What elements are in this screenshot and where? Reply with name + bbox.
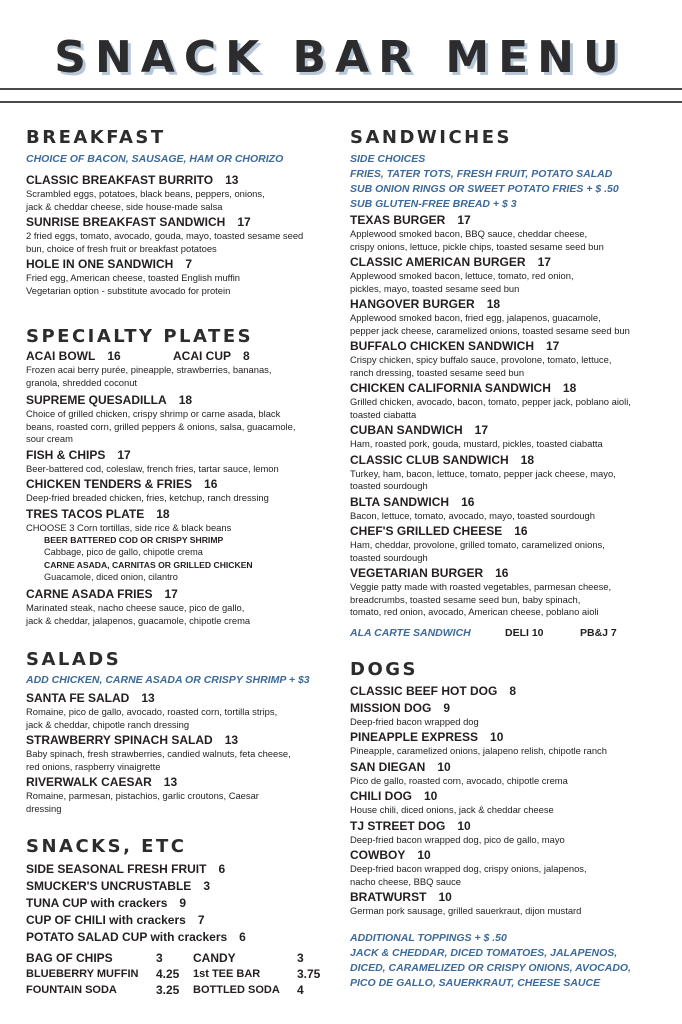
desc-line: Pineapple, caramelized onions, jalapeno relish, chipotle ranch: [350, 745, 607, 756]
item-price: 16: [514, 524, 528, 538]
item-line: [350, 523, 672, 539]
desc-line: jack & cheddar cheese, side house-made salsa: [26, 200, 223, 212]
desc-line: dressing: [26, 802, 62, 814]
snacks-heading: SNACKS, ETC: [26, 836, 187, 857]
item-line: [350, 338, 672, 354]
item-desc: [26, 463, 331, 476]
sandwiches-notes: [350, 152, 672, 212]
item-line: [26, 912, 331, 928]
item-desc: [350, 834, 672, 847]
item-desc: [26, 230, 331, 255]
desc-line: crispy onions, lettuce, pickle chips, toasted sesame seed bun: [350, 240, 604, 252]
item-line: [26, 878, 331, 894]
desc-line: Turkey, ham, bacon, lettuce, tomato, pepper jack cheese, mayo,: [350, 467, 616, 479]
item-price: 10: [424, 789, 438, 803]
salads-heading: SALADS: [26, 649, 122, 670]
desc-line: Scrambled eggs, potatoes, black beans, peppers, onions,: [26, 188, 265, 199]
item-line: [350, 889, 672, 905]
breakfast-note: CHOICE OF BACON, SAUSAGE, HAM OR CHORIZO: [26, 153, 284, 165]
item-desc: [350, 716, 672, 729]
item-desc: [350, 354, 672, 379]
item-price: 17: [537, 255, 551, 269]
note-line: ADDITIONAL TOPPINGS + $ .50: [350, 931, 507, 944]
item-price: 18: [178, 393, 193, 407]
grid-item-price: 3: [297, 951, 304, 965]
item-name: PINEAPPLE EXPRESS: [350, 730, 479, 744]
right-column: [350, 127, 672, 991]
grid-item-price: 3.25: [156, 983, 180, 997]
breakfast-heading: BREAKFAST: [26, 127, 166, 148]
item-price: 17: [237, 215, 251, 229]
item-desc: [26, 492, 331, 505]
desc-line: beans, roasted corn, grilled peppers & onions, salsa, guacamole,: [26, 420, 296, 432]
item-name: BRATWURST: [350, 890, 427, 904]
desc-line: Beer-battered cod, coleslaw, french fries, tartar sauce, lemon: [26, 462, 279, 474]
item-name: TEXAS BURGER: [350, 213, 446, 227]
desc-line: Veggie patty made with roasted vegetables, parmesan cheese,: [350, 581, 612, 592]
menu-item: [26, 732, 331, 773]
note-line: FRIES, TATER TOTS, FRESH FRUIT, POTATO SALAD: [350, 168, 613, 180]
desc-line: Romaine, pico de gallo, avocado, roasted corn, tortilla strips,: [26, 706, 278, 717]
item-desc: [26, 408, 331, 446]
left-column: [26, 127, 331, 998]
menu-item: [26, 929, 331, 945]
specialty-list: [26, 392, 331, 505]
desc-line: Applewood smoked bacon, BBQ sauce, cheddar cheese,: [350, 228, 588, 239]
desc-line: sour cream: [26, 433, 73, 444]
grid-item-price: 3: [156, 951, 163, 965]
item-line: [350, 452, 672, 468]
menu-item: [26, 392, 331, 446]
note-line: SIDE CHOICES: [350, 153, 426, 165]
item-price: 10: [417, 848, 431, 862]
item-desc: [26, 188, 331, 213]
item-desc: [350, 228, 672, 253]
menu-item: [26, 912, 331, 928]
item-desc: [350, 863, 672, 888]
item-name: SMUCKER'S UNCRUSTABLE: [26, 879, 192, 893]
desc-line: 2 fried eggs, tomato, avocado, gouda, mayo, toasted sesame seed: [26, 230, 304, 241]
menu-item: [350, 683, 672, 699]
ala-carte-row: [350, 626, 672, 641]
item-name: HANGOVER BURGER: [350, 297, 475, 311]
dogs-heading: DOGS: [350, 658, 418, 680]
item-price: 17: [164, 587, 178, 601]
desc-line: toasted ciabatta: [350, 408, 417, 420]
desc-line: toasted sourdough: [350, 480, 428, 491]
item-name: CHICKEN CALIFORNIA SANDWICH: [350, 381, 551, 395]
grid-item-price: 4.25: [156, 967, 180, 981]
desc-line: House chili, diced onions, jack & cheddar cheese: [350, 804, 554, 815]
item-name: CHEF'S GRILLED CHEESE: [350, 524, 503, 538]
item-desc: [350, 396, 672, 421]
item-desc: [350, 270, 672, 295]
item-name: RIVERWALK CAESAR: [26, 775, 152, 789]
desc-line: Baby spinach, fresh strawberries, candied walnuts, feta cheese,: [26, 748, 291, 759]
desc-line: tomato, red onion, avocado, American cheese, poblano aioli: [350, 606, 599, 617]
item-line: [26, 929, 331, 945]
item-price: 18: [156, 506, 170, 521]
desc-line: pickles, mayo, toasted sesame seed bun: [350, 282, 520, 294]
menu-item: [350, 380, 672, 421]
tacos-item: [26, 506, 331, 584]
desc-line: bun, choice of fresh fruit or breakfast potatoes: [26, 242, 217, 254]
grid-item-price: 4: [297, 983, 304, 997]
item-price: 8: [509, 683, 517, 698]
item-line: [350, 494, 672, 510]
item-line: [350, 847, 672, 863]
divider-top: [0, 88, 682, 90]
item-name: POTATO SALAD CUP with crackers: [26, 930, 228, 944]
grid-item-price: 3.75: [297, 967, 321, 981]
desc-line: toasted sourdough: [350, 551, 428, 563]
desc-line: breadcrumbs, toasted sesame seed bun, baby spinach,: [350, 593, 581, 605]
note-line: SUB GLUTEN-FREE BREAD + $ 3: [350, 198, 517, 210]
deli-price: DELI 10: [505, 626, 544, 639]
menu-item: [350, 523, 672, 564]
item-name: TJ STREET DOG: [350, 818, 446, 833]
item-line: [26, 214, 331, 230]
desc-line: Choice of grilled chicken, crispy shrimp or carne asada, black: [26, 408, 281, 419]
menu-item: [26, 447, 331, 476]
note-line: JACK & CHEDDAR, DICED TOMATOES, JALAPENOS,: [350, 946, 618, 959]
menu-item: [26, 878, 331, 894]
menu-item: [26, 861, 331, 877]
acai-row: [26, 348, 331, 364]
fries-item: [26, 586, 331, 627]
desc-line: Deep-fried bacon wrapped dog, crispy onions, jalapenos,: [350, 863, 587, 874]
note-line: DICED, CARAMELIZED OR CRISPY ONIONS, AVOCADO,: [350, 961, 631, 974]
desc-line: Applewood smoked bacon, lettuce, tomato, red onion,: [350, 270, 574, 281]
item-desc: [350, 905, 672, 918]
item-desc: [350, 312, 672, 337]
item-desc: [26, 790, 331, 815]
item-line: [350, 212, 672, 228]
acai-desc: [26, 364, 331, 389]
menu-item: [350, 729, 672, 758]
menu-item: [26, 256, 331, 297]
divider-bottom: [0, 101, 682, 103]
item-line: [26, 861, 331, 877]
item-price: 13: [141, 691, 155, 705]
item-name: CUBAN SANDWICH: [350, 423, 463, 437]
menu-item: [26, 172, 331, 213]
note-line: SUB ONION RINGS OR SWEET POTATO FRIES + $ .50: [350, 183, 619, 195]
pbj-price: PB&J 7: [580, 626, 617, 639]
menu-item: [350, 494, 672, 523]
menu-title: SNACK BAR MENU: [54, 32, 628, 83]
item-desc: [350, 775, 672, 788]
tacos-option-1-desc: Cabbage, pico de gallo, chipotle crema: [44, 547, 203, 557]
menu-item: [350, 254, 672, 295]
item-desc: [350, 510, 672, 523]
item-desc: [350, 804, 672, 817]
salads-note: ADD CHICKEN, CARNE ASADA OR CRISPY SHRIMP + $3: [26, 674, 310, 686]
breakfast-list: [26, 172, 331, 297]
desc-line: ranch dressing, toasted sesame seed bun: [350, 366, 525, 378]
ala-carte-label: ALA CARTE SANDWICH: [350, 626, 471, 639]
item-price: 16: [495, 566, 509, 580]
desc-line: Romaine, parmesan, pistachios, garlic croutons, Caesar: [26, 790, 259, 801]
item-line: [26, 732, 331, 748]
item-name: SUNRISE BREAKFAST SANDWICH: [26, 215, 226, 229]
desc-line: Crispy chicken, spicy buffalo sauce, provolone, tomato, lettuce,: [350, 354, 612, 365]
menu-item: [350, 565, 672, 619]
item-price: 8: [243, 349, 250, 363]
item-line: [350, 565, 672, 581]
item-name: CLASSIC BEEF HOT DOG: [350, 683, 498, 698]
item-price: 17: [546, 339, 560, 353]
desc-line: Marinated steak, nacho cheese sauce, pico de gallo,: [26, 602, 245, 613]
item-desc: [26, 706, 331, 731]
desc-line: pepper jack cheese, caramelized onions, toasted sesame seed bun: [350, 324, 630, 336]
item-name: SUPREME QUESADILLA: [26, 393, 167, 407]
item-name: STRAWBERRY SPINACH SALAD: [26, 733, 213, 747]
menu-item: [350, 700, 672, 729]
menu-item: [350, 759, 672, 788]
menu-item: [350, 422, 672, 451]
item-desc: [26, 602, 331, 627]
item-name: FISH & CHIPS: [26, 447, 106, 462]
tacos-option-1: BEER BATTERED COD OR CRISPY SHRIMP: [44, 535, 224, 545]
tacos-option-2: CARNE ASADA, CARNITAS OR GRILLED CHICKEN: [44, 559, 253, 570]
item-price: 10: [490, 730, 504, 744]
item-line: [26, 476, 331, 492]
item-name: ACAI BOWL: [26, 349, 96, 363]
menu-item: [26, 895, 331, 911]
item-name: HOLE IN ONE SANDWICH: [26, 257, 174, 271]
menu-item: [350, 788, 672, 817]
desc-line: German pork sausage, grilled sauerkraut, dijon mustard: [350, 905, 582, 916]
item-desc: [26, 748, 331, 773]
desc-line: jack & cheddar, jalapenos, guacamole, chipotle crema: [26, 614, 251, 626]
item-line: [350, 759, 672, 775]
item-price: 18: [520, 452, 535, 467]
item-name: SAN DIEGAN: [350, 759, 426, 774]
tacos-choose: CHOOSE 3 Corn tortillas, side rice & black beans: [26, 521, 232, 533]
item-name: TRES TACOS PLATE: [26, 506, 145, 521]
menu-item: [26, 476, 331, 505]
desc-line: Grilled chicken, avocado, bacon, tomato, pepper jack, poblano aioli,: [350, 396, 631, 407]
item-price: 7: [197, 913, 205, 927]
dogs-list: [350, 683, 672, 918]
item-price: 10: [438, 890, 452, 904]
item-price: 3: [203, 879, 210, 893]
item-desc: [350, 581, 672, 619]
item-line: [26, 895, 331, 911]
toppings-notes: [350, 931, 672, 991]
item-price: 17: [117, 447, 131, 462]
item-name: CARNE ASADA FRIES: [26, 587, 153, 601]
item-name: CLASSIC CLUB SANDWICH: [350, 452, 509, 467]
item-price: 18: [486, 297, 501, 311]
desc-line: jack & cheddar, chipotle ranch dressing: [26, 718, 190, 730]
item-name: BUFFALO CHICKEN SANDWICH: [350, 339, 534, 353]
desc-line: Applewood smoked bacon, fried egg, jalapenos, guacamole,: [350, 312, 601, 323]
item-price: 16: [204, 477, 218, 491]
menu-item: [350, 452, 672, 493]
note-line: PICO DE GALLO, SAUERKRAUT, CHEESE SAUCE: [350, 976, 601, 989]
item-name: SANTA FE SALAD: [26, 691, 130, 705]
grid-item-name: CANDY: [193, 951, 236, 965]
desc-line: Frozen acai berry purée, pineapple, strawberries, bananas,: [26, 364, 272, 375]
item-price: 10: [437, 759, 451, 774]
item-desc: [350, 468, 672, 493]
sandwiches-list: [350, 212, 672, 619]
desc-line: Deep-fried breaded chicken, fries, ketchup, ranch dressing: [26, 492, 269, 503]
item-price: 16: [461, 494, 475, 509]
item-price: 9: [179, 896, 187, 910]
item-line: [26, 774, 331, 790]
item-name: MISSION DOG: [350, 700, 432, 715]
item-line: [350, 729, 672, 745]
tacos-option-2-desc: Guacamole, diced onion, cilantro: [44, 571, 178, 582]
menu-item: [26, 774, 331, 815]
item-price: 18: [562, 381, 577, 395]
item-name: ACAI CUP: [173, 349, 232, 363]
item-name: CHILI DOG: [350, 789, 412, 803]
grid-item-name: BOTTLED SODA: [193, 984, 280, 996]
desc-line: red onions, raspberry vinaigrette: [26, 760, 161, 772]
item-line: [350, 422, 672, 438]
snacks-list: [26, 861, 331, 945]
item-name: TUNA CUP with crackers: [26, 896, 168, 910]
item-line: [26, 447, 331, 463]
item-name: VEGETARIAN BURGER: [350, 566, 484, 580]
item-desc: [350, 438, 672, 451]
sandwiches-heading: SANDWICHES: [350, 127, 512, 148]
item-name: CLASSIC AMERICAN BURGER: [350, 255, 526, 269]
item-line: [26, 690, 331, 706]
item-name: CUP OF CHILI with crackers: [26, 913, 186, 927]
item-desc: [26, 272, 331, 297]
item-price: 9: [443, 700, 451, 715]
item-desc: [350, 539, 672, 564]
item-price: 6: [218, 862, 226, 876]
specialty-heading: SPECIALTY PLATES: [26, 326, 254, 347]
item-name: CLASSIC BREAKFAST BURRITO: [26, 173, 214, 187]
desc-line: nacho cheese, BBQ sauce: [350, 875, 462, 887]
item-line: [350, 380, 672, 396]
desc-line: Bacon, lettuce, tomato, avocado, mayo, toasted sourdough: [350, 509, 595, 521]
snacks-grid: [26, 950, 331, 998]
item-line: [350, 818, 672, 834]
item-name: CHICKEN TENDERS & FRIES: [26, 477, 193, 491]
menu-item: [350, 847, 672, 888]
grid-item-name: BAG OF CHIPS: [26, 951, 113, 965]
item-name: BLTA SANDWICH: [350, 494, 450, 509]
desc-line: Deep-fried bacon wrapped dog, pico de gallo, mayo: [350, 833, 565, 845]
menu-item: [26, 214, 331, 255]
item-line: [350, 254, 672, 270]
desc-line: Deep-fried bacon wrapped dog: [350, 715, 479, 727]
grid-item-name: BLUEBERRY MUFFIN: [26, 968, 139, 980]
item-line: [350, 296, 672, 312]
menu-item: [350, 818, 672, 847]
grid-item-name: 1st TEE BAR: [193, 968, 261, 980]
desc-line: Fried egg, American cheese, toasted English muffin: [26, 272, 241, 283]
item-line: [26, 256, 331, 272]
item-price: 17: [457, 213, 471, 227]
item-line: [26, 172, 331, 188]
item-price: 7: [185, 257, 193, 271]
item-price: 10: [457, 818, 471, 833]
desc-line: Vegetarian option - substitute avocado for protein: [26, 284, 231, 296]
desc-line: Ham, roasted pork, gouda, mustard, pickles, toasted ciabatta: [350, 438, 603, 449]
menu-item: [350, 212, 672, 253]
desc-line: granola, shredded coconut: [26, 376, 138, 388]
menu-item: [350, 338, 672, 379]
grid-item-name: FOUNTAIN SODA: [26, 984, 117, 996]
item-price: 13: [224, 733, 239, 747]
menu-item: [350, 296, 672, 337]
menu-item: [350, 889, 672, 918]
item-price: 13: [163, 775, 178, 789]
item-name: SIDE SEASONAL FRESH FRUIT: [26, 862, 207, 876]
item-line: [350, 788, 672, 804]
item-price: 17: [474, 423, 489, 437]
item-line: [26, 392, 331, 408]
desc-line: Ham, cheddar, provolone, grilled tomato, caramelized onions,: [350, 539, 605, 550]
desc-line: Pico de gallo, roasted corn, avocado, chipotle crema: [350, 774, 568, 786]
item-price: 16: [107, 349, 121, 363]
item-name: COWBOY: [350, 848, 406, 862]
item-price: 13: [225, 173, 239, 187]
menu-item: [26, 690, 331, 731]
salads-list: [26, 690, 331, 815]
item-desc: [350, 745, 672, 758]
item-line: [350, 700, 672, 716]
item-price: 6: [239, 930, 246, 944]
item-line: [350, 683, 672, 699]
